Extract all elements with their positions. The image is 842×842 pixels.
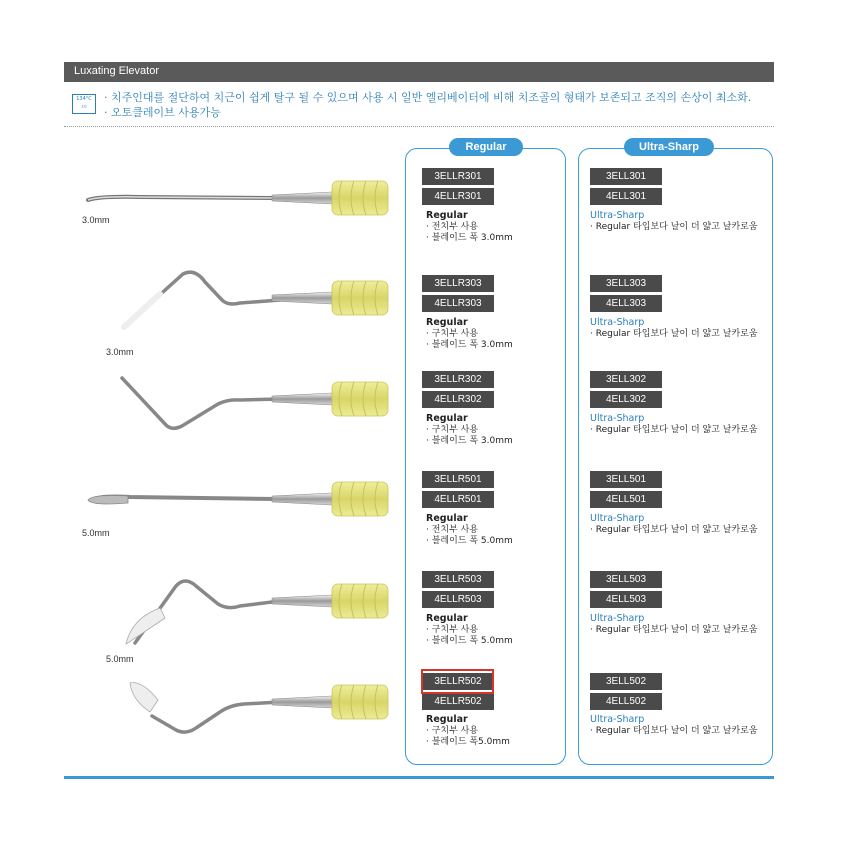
- footer-rule: [64, 776, 774, 779]
- product-info: [590, 613, 758, 636]
- autoclave-badge-text: 134°C: [76, 96, 92, 102]
- product-code[interactable]: 3ELL301: [590, 168, 662, 185]
- product-info: [426, 317, 513, 352]
- product-note: · Regular 타입보다 날이 더 얇고 날카로움: [590, 424, 758, 435]
- description-line-2: · 오토클레이브 사용가능: [104, 106, 221, 119]
- product-type: Regular: [426, 413, 468, 424]
- product-type: Ultra-Sharp: [590, 714, 645, 725]
- elevator-3ellr501-illustration: [88, 482, 388, 516]
- product-code[interactable]: 4ELL502: [590, 693, 662, 710]
- product-type: Ultra-Sharp: [590, 317, 645, 328]
- product-info: [426, 413, 513, 448]
- product-code[interactable]: 4ELLR302: [422, 391, 494, 408]
- product-code[interactable]: 3ELLR501: [422, 471, 494, 488]
- dimension-label: 5.0mm: [106, 654, 134, 664]
- product-info: [426, 714, 510, 749]
- product-code[interactable]: 4ELL302: [590, 391, 662, 408]
- product-type: Regular: [426, 613, 468, 624]
- product-blade-width: · 블레이드 폭 5.0mm: [426, 536, 513, 546]
- product-code[interactable]: 4ELLR502: [422, 693, 494, 710]
- product-usage: · 전치부 사용: [426, 524, 479, 535]
- product-code[interactable]: 3ELL302: [590, 371, 662, 388]
- product-type: Ultra-Sharp: [590, 210, 645, 221]
- elevator-3ellr503-illustration: [126, 581, 388, 644]
- product-info: [426, 513, 513, 548]
- product-code[interactable]: 3ELL502: [590, 673, 662, 690]
- product-type: Regular: [426, 513, 468, 524]
- product-note: · Regular 타입보다 날이 더 얇고 날카로움: [590, 524, 758, 535]
- product-code[interactable]: 3ELL303: [590, 275, 662, 292]
- product-code[interactable]: 4ELLR303: [422, 295, 494, 312]
- product-info: [426, 613, 513, 648]
- product-code[interactable]: 4ELL501: [590, 491, 662, 508]
- elevator-3ellr302-illustration: [122, 378, 388, 428]
- product-blade-width: · 블레이드 폭 3.0mm: [426, 233, 513, 243]
- product-info: [426, 210, 513, 245]
- description-line-1: · 치주인대를 절단하여 치근이 쉽게 탈구 될 수 있으며 사용 시 일반 엘리베이터에 비해 치조골의 형태가 보존되고 조직의 손상이 최소화.: [104, 91, 752, 104]
- product-code[interactable]: 3ELL501: [590, 471, 662, 488]
- product-type: Ultra-Sharp: [590, 613, 645, 624]
- dimension-label: 3.0mm: [106, 347, 134, 357]
- product-info: [590, 714, 758, 737]
- product-code[interactable]: 4ELL303: [590, 295, 662, 312]
- section-title: Luxating Elevator: [74, 65, 159, 77]
- elevator-3ellr303-illustration: [124, 272, 388, 327]
- product-code[interactable]: 4ELL301: [590, 188, 662, 205]
- regular-header: Regular: [449, 138, 523, 156]
- product-code[interactable]: 3ELLR302: [422, 371, 494, 388]
- product-blade-width: · 블레이드 폭 3.0mm: [426, 436, 513, 446]
- product-note: · Regular 타입보다 날이 더 얇고 날카로움: [590, 328, 758, 339]
- product-info: [590, 413, 758, 436]
- product-info: [590, 317, 758, 340]
- product-code[interactable]: 3ELLR303: [422, 275, 494, 292]
- product-info: [590, 513, 758, 536]
- product-code[interactable]: 4ELLR501: [422, 491, 494, 508]
- product-usage: · 구치부 사용: [426, 624, 479, 635]
- ultra-sharp-header: Ultra-Sharp: [624, 138, 714, 156]
- product-code[interactable]: 3ELL503: [590, 571, 662, 588]
- product-note: · Regular 타입보다 날이 더 얇고 날카로움: [590, 221, 758, 232]
- product-code[interactable]: 3ELLR301: [422, 168, 494, 185]
- product-usage: · 구치부 사용: [426, 725, 479, 736]
- product-code[interactable]: 4ELL503: [590, 591, 662, 608]
- elevator-3ellr301-illustration: [88, 181, 388, 215]
- product-usage: · 전치부 사용: [426, 221, 479, 232]
- product-note: · Regular 타입보다 날이 더 얇고 날카로움: [590, 624, 758, 635]
- product-blade-width: · 블레이드 폭 3.0mm: [426, 340, 513, 350]
- dimension-label: 3.0mm: [82, 215, 110, 225]
- product-code[interactable]: 3ELLR503: [422, 571, 494, 588]
- product-type: Regular: [426, 317, 468, 328]
- product-type: Ultra-Sharp: [590, 413, 645, 424]
- product-type: Regular: [426, 714, 468, 725]
- product-blade-width: · 블레이드 폭 5.0mm: [426, 636, 513, 646]
- product-code[interactable]: 4ELLR503: [422, 591, 494, 608]
- product-blade-width: · 블레이드 폭5.0mm: [426, 737, 510, 747]
- dimension-label: 5.0mm: [82, 528, 110, 538]
- autoclave-icon: 134°C ≀≀≀: [72, 94, 96, 114]
- product-type: Ultra-Sharp: [590, 513, 645, 524]
- product-code[interactable]: 4ELLR301: [422, 188, 494, 205]
- product-code[interactable]: 3ELLR502: [422, 673, 494, 690]
- product-note: · Regular 타입보다 날이 더 얇고 날카로움: [590, 725, 758, 736]
- elevator-3ellr502-illustration: [130, 683, 388, 732]
- product-usage: · 구치부 사용: [426, 424, 479, 435]
- product-type: Regular: [426, 210, 468, 221]
- selection-highlight: [421, 669, 494, 694]
- product-info: [590, 210, 758, 233]
- product-usage: · 구치부 사용: [426, 328, 479, 339]
